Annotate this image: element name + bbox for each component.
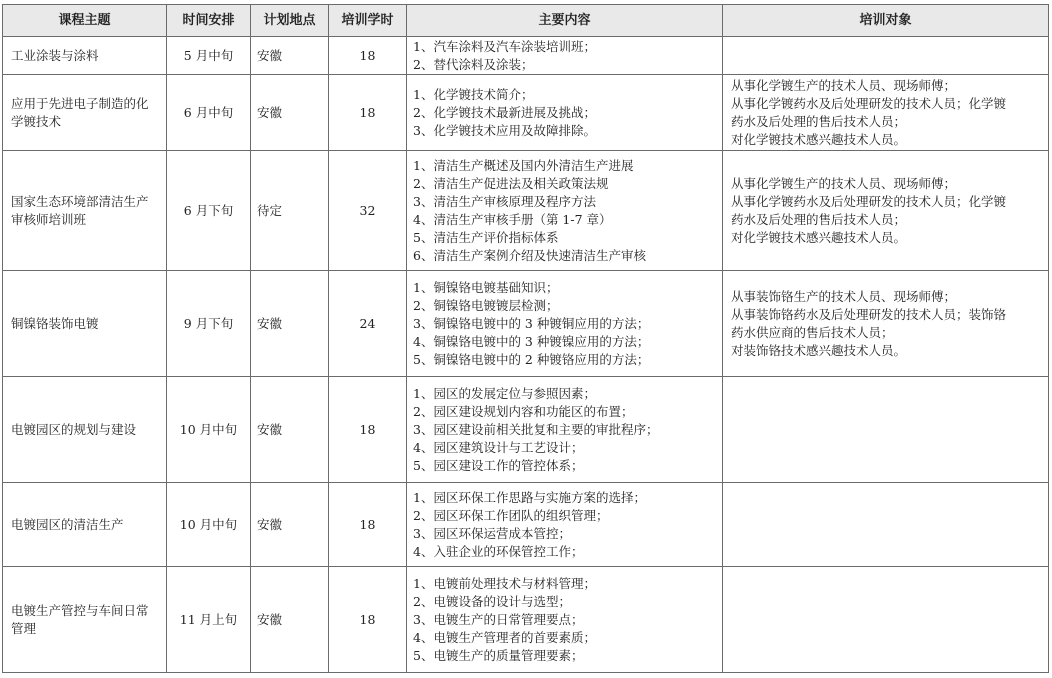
- content-line: 3、化学镀技术应用及故障排除。: [413, 122, 596, 138]
- content-line: 1、化学镀技术简介；: [413, 86, 534, 102]
- content-line: 5、清洁生产评价指标体系: [413, 229, 559, 245]
- audience-cell: [723, 75, 1049, 151]
- content-line: 1、电镀前处理技术与材料管理；: [413, 575, 596, 591]
- hours-cell: 24: [329, 271, 407, 377]
- header-row: [3, 5, 1049, 37]
- place-cell: 安徽: [251, 567, 329, 673]
- content-line: 2、化学镀技术最新进展及挑战；: [413, 104, 596, 120]
- audience-cell: [723, 567, 1049, 673]
- content-cell: [407, 483, 723, 567]
- place-cell: 安徽: [251, 377, 329, 483]
- content-line: 1、汽车涂料及汽车涂装培训班；: [413, 38, 596, 54]
- audience-line: 从事化学镀药水及后处理研发的技术人员；化学镀: [731, 95, 1007, 111]
- table-row: [3, 377, 1049, 483]
- audience-cell: [723, 37, 1049, 75]
- content-line: 3、园区环保运营成本管控；: [413, 525, 571, 541]
- audience-line: 从事化学镀生产的技术人员、现场师傅；: [731, 175, 957, 191]
- topic-cell: 电镀园区的清洁生产: [3, 483, 167, 567]
- time-cell: 11 月上旬: [167, 567, 251, 673]
- topic-cell: 工业涂装与涂料: [3, 37, 167, 75]
- content-cell: [407, 151, 723, 271]
- content-line: 3、铜镍铬电镀中的 3 种镀铜应用的方法；: [413, 315, 650, 331]
- table-row: [3, 75, 1049, 151]
- hours-cell: 18: [329, 483, 407, 567]
- content-line: 1、园区环保工作思路与实施方案的选择；: [413, 489, 646, 505]
- audience-line: 从事装饰铬药水及后处理研发的技术人员；装饰铬: [731, 306, 1007, 322]
- topic-cell: 电镀生产管控与车间日常管理: [3, 567, 167, 673]
- time-cell: 6 月中旬: [167, 75, 251, 151]
- content-cell: [407, 377, 723, 483]
- content-line: 2、替代涂料及涂装；: [413, 56, 534, 72]
- table-row: [3, 37, 1049, 75]
- header-content: 主要内容: [407, 5, 723, 37]
- content-line: 1、清洁生产概述及国内外清洁生产进展: [413, 157, 634, 173]
- content-cell: [407, 75, 723, 151]
- place-cell: 待定: [251, 151, 329, 271]
- content-line: 1、园区的发展定位与参照因素；: [413, 385, 596, 401]
- content-line: 2、园区环保工作团队的组织管理；: [413, 507, 609, 523]
- content-cell: [407, 271, 723, 377]
- header-hours: 培训学时: [329, 5, 407, 37]
- content-line: 2、园区建设规划内容和功能区的布置；: [413, 403, 634, 419]
- place-cell: 安徽: [251, 75, 329, 151]
- content-line: 4、入驻企业的环保管控工作；: [413, 543, 584, 559]
- place-cell: 安徽: [251, 271, 329, 377]
- audience-line: 从事化学镀药水及后处理研发的技术人员；化学镀: [731, 193, 1007, 209]
- content-line: 5、铜镍铬电镀中的 2 种镀铬应用的方法；: [413, 351, 650, 367]
- content-cell: [407, 37, 723, 75]
- header-topic: 课程主题: [3, 5, 167, 37]
- audience-cell: [723, 151, 1049, 271]
- training-schedule-table: [2, 4, 1049, 673]
- table-row: [3, 567, 1049, 673]
- header-time: 时间安排: [167, 5, 251, 37]
- audience-line: 药水及后处理的售后技术人员；: [731, 211, 907, 227]
- table-row: [3, 483, 1049, 567]
- content-line: 3、电镀生产的日常管理要点；: [413, 611, 584, 627]
- topic-cell: 应用于先进电子制造的化学镀技术: [3, 75, 167, 151]
- audience-line: 对化学镀技术感兴趣技术人员。: [731, 229, 907, 245]
- time-cell: 10 月中旬: [167, 377, 251, 483]
- topic-cell: 国家生态环境部清洁生产审核师培训班: [3, 151, 167, 271]
- content-line: 4、园区建筑设计与工艺设计；: [413, 439, 584, 455]
- audience-cell: [723, 271, 1049, 377]
- hours-cell: 18: [329, 377, 407, 483]
- time-cell: 5 月中旬: [167, 37, 251, 75]
- audience-cell: [723, 483, 1049, 567]
- time-cell: 6 月下旬: [167, 151, 251, 271]
- audience-line: 对化学镀技术感兴趣技术人员。: [731, 131, 907, 147]
- table-row: [3, 151, 1049, 271]
- content-line: 2、电镀设备的设计与选型；: [413, 593, 571, 609]
- audience-line: 对装饰铬技术感兴趣技术人员。: [731, 342, 907, 358]
- content-line: 5、园区建设工作的管控体系；: [413, 457, 584, 473]
- hours-cell: 18: [329, 75, 407, 151]
- content-line: 5、电镀生产的质量管理要素；: [413, 647, 584, 663]
- audience-line: 药水及后处理的售后技术人员；: [731, 113, 907, 129]
- audience-cell: [723, 377, 1049, 483]
- topic-cell: 铜镍铬装饰电镀: [3, 271, 167, 377]
- content-line: 3、园区建设前相关批复和主要的审批程序；: [413, 421, 659, 437]
- content-line: 6、清洁生产案例介绍及快速清洁生产审核: [413, 247, 646, 263]
- audience-line: 从事化学镀生产的技术人员、现场师傅；: [731, 77, 957, 93]
- header-place: 计划地点: [251, 5, 329, 37]
- hours-cell: 18: [329, 37, 407, 75]
- audience-line: 药水供应商的售后技术人员；: [731, 324, 894, 340]
- content-line: 1、铜镍铬电镀基础知识；: [413, 279, 559, 295]
- content-line: 2、清洁生产促进法及相关政策法规: [413, 175, 609, 191]
- header-audience: 培训对象: [723, 5, 1049, 37]
- hours-cell: 32: [329, 151, 407, 271]
- time-cell: 10 月中旬: [167, 483, 251, 567]
- content-cell: [407, 567, 723, 673]
- content-line: 3、清洁生产审核原理及程序方法: [413, 193, 596, 209]
- content-line: 4、铜镍铬电镀中的 3 种镀镍应用的方法；: [413, 333, 650, 349]
- hours-cell: 18: [329, 567, 407, 673]
- content-line: 4、清洁生产审核手册（第 1-7 章）: [413, 211, 612, 227]
- place-cell: 安徽: [251, 37, 329, 75]
- content-line: 2、铜镍铬电镀镀层检测；: [413, 297, 559, 313]
- time-cell: 9 月下旬: [167, 271, 251, 377]
- content-line: 4、电镀生产管理者的首要素质；: [413, 629, 596, 645]
- audience-line: 从事装饰铬生产的技术人员、现场师傅；: [731, 288, 957, 304]
- topic-cell: 电镀园区的规划与建设: [3, 377, 167, 483]
- table-row: [3, 271, 1049, 377]
- place-cell: 安徽: [251, 483, 329, 567]
